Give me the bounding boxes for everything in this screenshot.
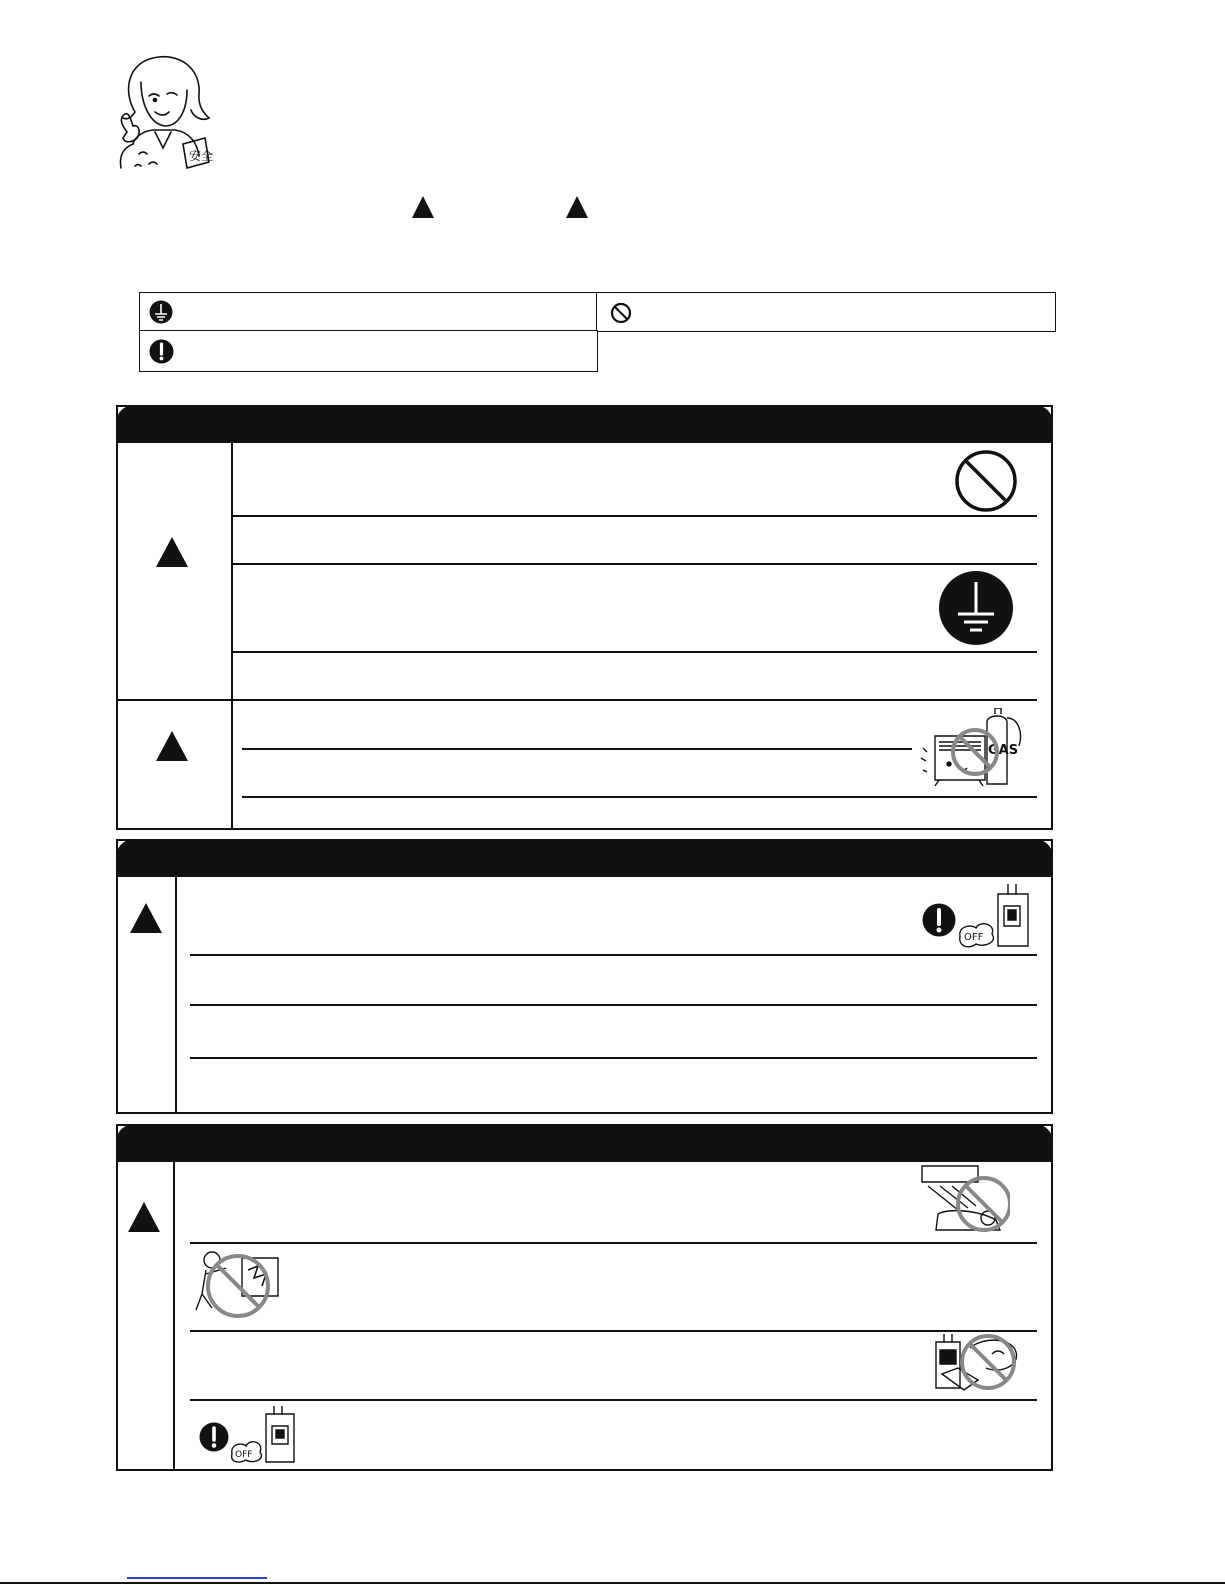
warning-panel-2: [116, 839, 1053, 1114]
breaker-switch-off-illustration: [958, 884, 1032, 950]
gas-heater-illustration: [915, 708, 1027, 790]
prohibition-icon: [610, 302, 632, 324]
warning-icon: [128, 1202, 160, 1232]
exclamation-icon: [149, 339, 174, 364]
gas-tank-label: GAS: [988, 743, 1019, 758]
mascot-stamp-text: 安全: [189, 149, 214, 163]
exclamation-icon: [922, 903, 956, 937]
ground-symbol-icon: [149, 300, 173, 324]
switch-off-label: OFF: [235, 1450, 253, 1460]
warning-icon: [156, 731, 188, 761]
footer-link-underline[interactable]: [127, 1577, 267, 1579]
prohibition-icon: [954, 449, 1018, 513]
legend-cell-ground: [139, 292, 598, 332]
footer-rule: [0, 1582, 1225, 1584]
panel-header-bar: [116, 1124, 1053, 1162]
exclamation-icon: [199, 1422, 229, 1452]
warning-icon: [566, 196, 588, 218]
warning-icon: [412, 196, 434, 218]
panel-header-bar: [116, 839, 1053, 877]
warning-panel-1: [116, 405, 1053, 830]
breaker-switch-off-illustration: [230, 1406, 300, 1464]
sleeping-under-ac-illustration: [918, 1164, 1010, 1236]
mascot-illustration: [105, 52, 217, 170]
warning-icon: [156, 537, 188, 567]
legend-cell-mandatory: [139, 330, 598, 372]
ground-symbol-icon: [938, 570, 1014, 646]
person-hitting-unit-illustration: [192, 1248, 284, 1322]
switch-off-label: OFF: [964, 932, 984, 943]
panel-header-bar: [116, 405, 1053, 443]
legend-cell-prohibit: [596, 292, 1056, 332]
warning-icon: [130, 903, 162, 933]
wet-switch-illustration: [930, 1334, 1026, 1396]
